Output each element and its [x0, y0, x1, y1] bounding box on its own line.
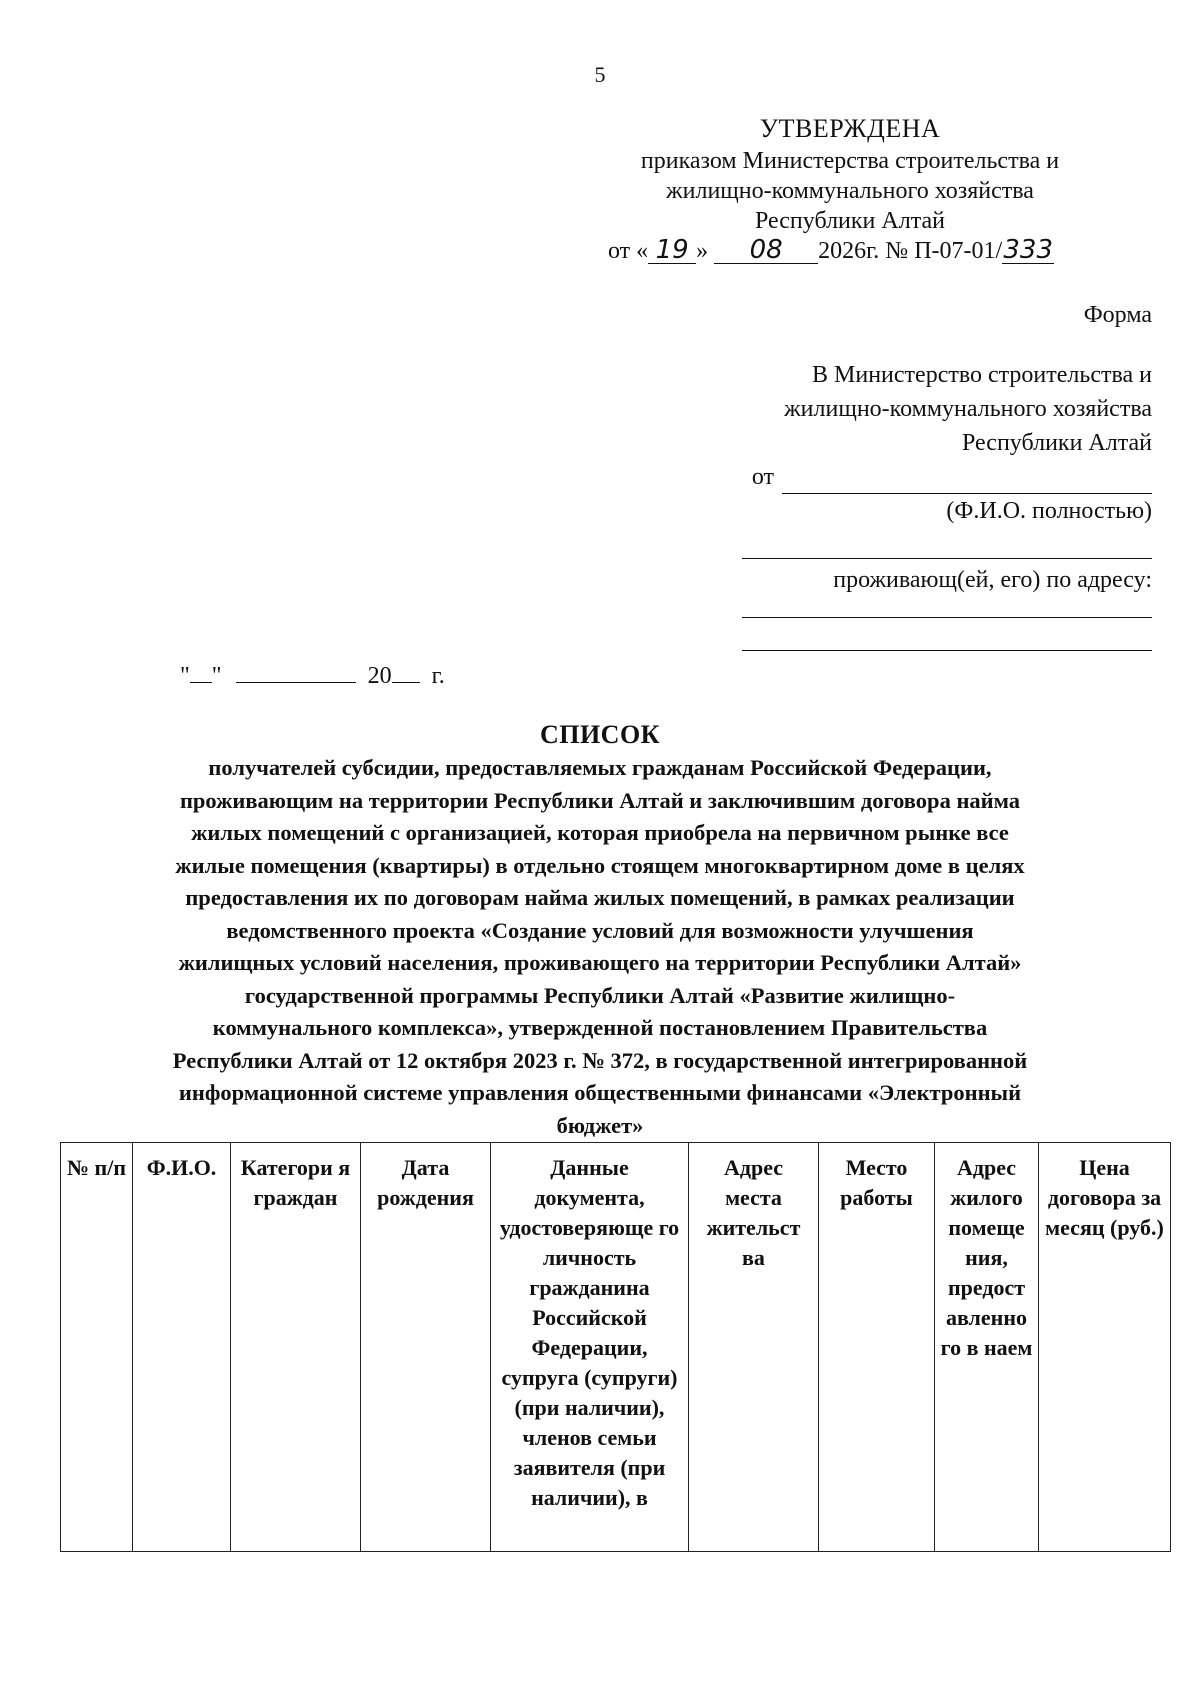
column-header-monthly-price: Цена договора за месяц (руб.) — [1039, 1143, 1171, 1552]
approval-order-number: 333 — [1003, 235, 1054, 265]
fio-continuation-line — [742, 528, 1152, 559]
approval-year-text: 2026г. № П-07-01/ — [818, 238, 1003, 264]
day-blank — [190, 660, 212, 683]
address-line-1 — [742, 597, 1152, 618]
list-description: получателей субсидии, предоставляемых гражданам Российской Федерации, проживающим на территории Республики Алтай и заключившим договора найма жилых помещений с организацией, которая приобрела на первичном рынке все жилые помещения (квартиры) в отдельно стоящем многоквартирном доме в целях предоставления их по договорам найма жилых помещений, в рамках реализации ведомственного проекта «Создание условий для возможности улучшения жилищных условий населения, проживающего на территории Республики Алтай» государственной программы Республики Алтай «Развитие жилищно-коммунального комплекса», утвержденной постановлением Правительства Республики Алтай от 12 октября 2023 г. № 372, в государственной интегрированной информационной системе управления общественными финансами «Электронный бюджет» — [172, 755, 1028, 1138]
table-header-row — [61, 1143, 1171, 1552]
date-prefix: от « — [608, 238, 649, 264]
date-quote-close: " — [211, 663, 222, 689]
column-header-birth-date: Дата рождения — [361, 1143, 491, 1552]
approval-month: 08 — [714, 237, 818, 264]
column-header-residence: Адрес места жительст ва — [689, 1143, 819, 1552]
addressee-line: Республики Алтай — [962, 430, 1152, 456]
addressee-line: В Министерство строительства и — [812, 362, 1152, 388]
address-line-2 — [742, 618, 1152, 651]
list-title: СПИСОК — [539, 720, 661, 749]
approval-day: 19 — [648, 237, 696, 264]
date-day-suffix: » — [696, 238, 709, 264]
recipients-table — [60, 1142, 1171, 1552]
year-prefix: 20 — [367, 663, 392, 689]
fio-hint: (Ф.И.О. полностью) — [946, 498, 1152, 524]
from-label: от — [751, 464, 774, 490]
column-header-category: Категори я граждан — [231, 1143, 361, 1552]
from-row — [732, 460, 1152, 494]
approval-line: жилищно-коммунального хозяйства — [666, 178, 1034, 204]
year-suffix: г. — [431, 663, 445, 689]
approval-stamp — [600, 114, 1100, 266]
approval-line: приказом Министерства строительства и — [640, 148, 1060, 174]
approval-date-line — [600, 236, 1100, 266]
addressee-line: жилищно-коммунального хозяйства — [784, 396, 1152, 422]
column-header-id-document: Данные документа, удостоверяюще го личность гражданина Российской Федерации, супруга (супруги) (при наличии), членов семьи заявителя (при наличии), в — [491, 1143, 689, 1552]
form-label: Форма — [1083, 302, 1152, 328]
approval-line: Республики Алтай — [755, 208, 945, 234]
date-quote-open: " — [180, 663, 190, 689]
column-header-number: № п/п — [61, 1143, 133, 1552]
page-number: 5 — [594, 62, 606, 87]
month-blank — [236, 660, 356, 683]
column-header-dwelling-address: Адрес жилого помеще ния, предост авленно го в наем — [935, 1143, 1039, 1552]
fio-blank-line — [782, 467, 1152, 494]
submission-date — [180, 660, 445, 690]
column-header-fio: Ф.И.О. — [133, 1143, 231, 1552]
column-header-workplace: Место работы — [819, 1143, 935, 1552]
addressee-block — [732, 358, 1152, 651]
year-blank — [392, 660, 420, 683]
approval-title: УТВЕРЖДЕНА — [759, 114, 941, 143]
address-label: проживающ(ей, его) по адресу: — [833, 567, 1152, 593]
